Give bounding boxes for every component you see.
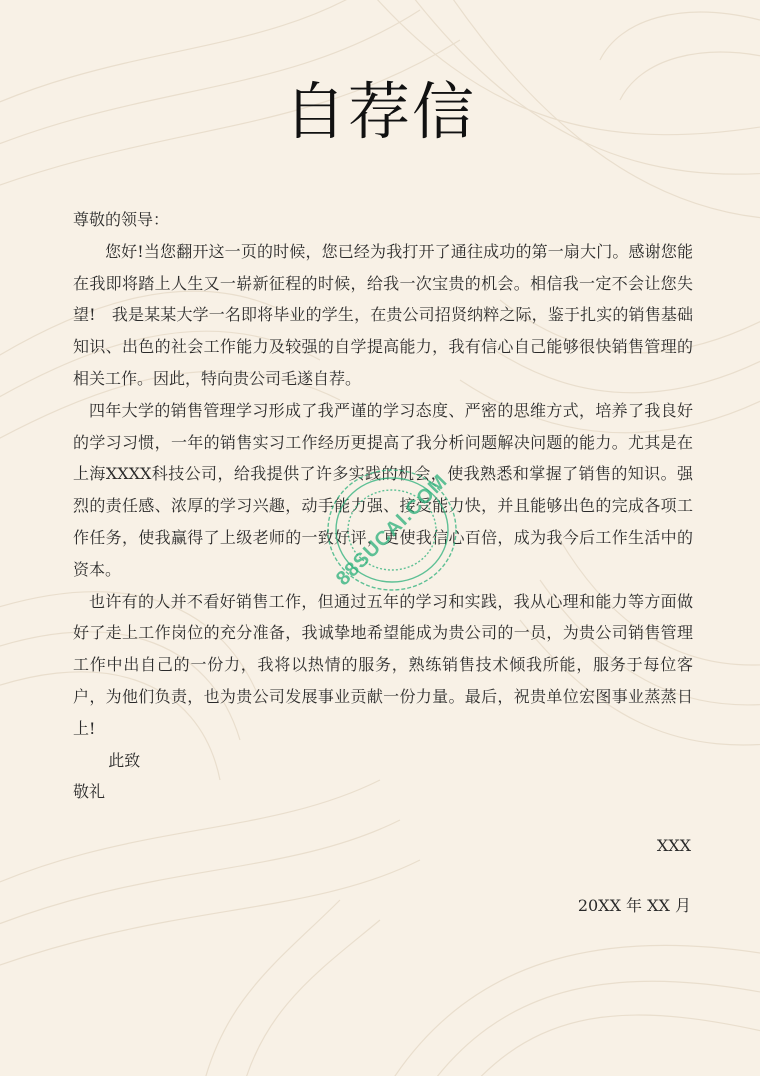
signature-date: 20XX 年 XX 月 bbox=[577, 896, 691, 915]
closing-line-1: 此致 bbox=[108, 750, 141, 770]
paragraph-1: 您好!当您翻开这一页的时候，您已经为我打开了通往成功的第一扇大门。感谢您能在我即将踏上人生又一崭新征程的时候，给我一次宝贵的机会。相信我一定不会让您失望! 我是某某大学一名即将毕业的学生，在贵公司招贤纳粹之际，鉴于扎实的销售基础知识、出色的社会工作能力及较强的自学提高能力，我有信心自己能够很快销售管理的相关工作。因此，特向贵公司毛遂自荐。 bbox=[73, 241, 693, 388]
salutation: 尊敬的领导： bbox=[73, 210, 170, 229]
page-title: 自荐信 bbox=[283, 75, 476, 148]
signature-name: XXX bbox=[656, 836, 691, 855]
watermark-text: 88SUCAI.COM bbox=[332, 470, 452, 590]
paragraph-3: 也许有的人并不看好销售工作，但通过五年的学习和实践，我从心理和能力等方面做好了走上工作岗位的充分准备，我诚挚地希望能成为贵公司的一员，为贵公司销售管理工作中出自己的一份力，我将以热情的服务，熟练销售技术倾我所能，服务于每位客户，为他们负责，也为贵公司发展事业贡献一份力量。最后，祝贵单位宏图事业蒸蒸日上! bbox=[73, 591, 693, 738]
watermark-stamp bbox=[322, 460, 462, 600]
paragraph-2: 四年大学的销售管理学习形成了我严谨的学习态度、严密的思维方式，培养了我良好的学习习惯，一年的销售实习工作经历更提高了我分析问题解决问题的能力。尤其是在上海XXXX科技公司，给我提供了许多实践的机会，使我熟悉和掌握了销售的知识。强烈的责任感、浓厚的学习兴趣，动手能力强、接受能力快，并且能够出色的完成各项工作任务，使我赢得了上级老师的一致好评，更使我信心百倍，成为我今后工作生活中的资本。 bbox=[73, 400, 693, 579]
closing-line-2: 敬礼 bbox=[73, 782, 106, 802]
